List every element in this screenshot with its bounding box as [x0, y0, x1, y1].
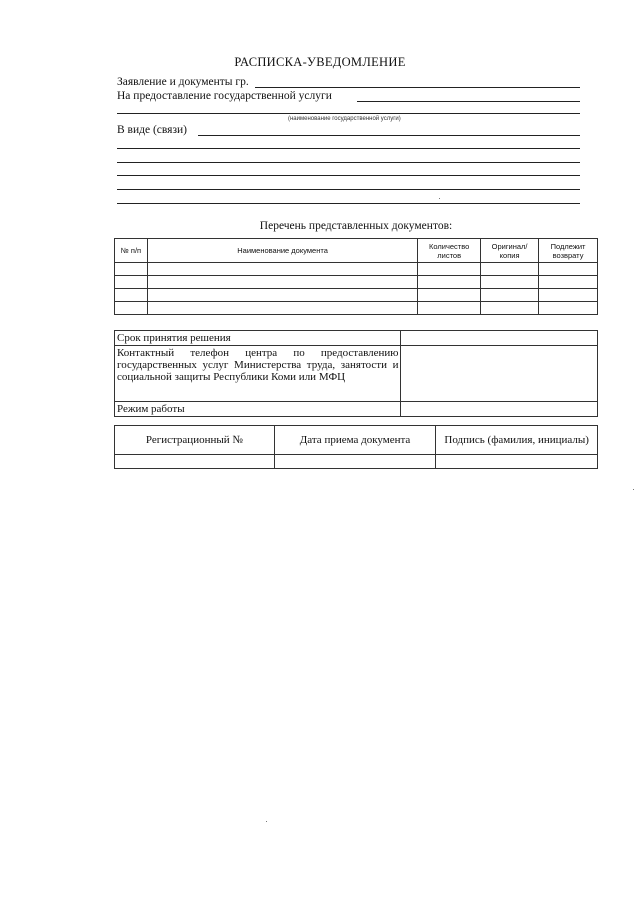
table-row [115, 263, 598, 276]
reg-number-cell[interactable] [115, 455, 275, 469]
applicant-field[interactable] [255, 87, 580, 88]
table-row [115, 331, 598, 346]
decision-term-value[interactable] [401, 331, 598, 346]
table-row [115, 302, 598, 315]
table-row [115, 346, 598, 402]
service-label: На предоставление государственной услуги [117, 90, 332, 102]
scan-speck [439, 198, 440, 199]
page-title: РАСПИСКА-УВЕДОМЛЕНИЕ [234, 55, 406, 69]
service-field[interactable] [357, 101, 580, 102]
table-row [115, 289, 598, 302]
contact-field-line-4[interactable] [117, 175, 580, 176]
scan-speck [633, 489, 634, 490]
contact-field-line-3[interactable] [117, 162, 580, 163]
contact-field-line-5[interactable] [117, 189, 580, 190]
contact-phone-label: Контактный телефон центра по предоставлению государственных услуг Министерства труда, занятости и социальной защиты Республики Коми или МФЦ [115, 346, 401, 402]
contact-field[interactable] [198, 135, 580, 136]
work-hours-label: Режим работы [115, 402, 401, 417]
col-sheet-count: Количество листов [418, 239, 481, 263]
signature-cell[interactable] [436, 455, 598, 469]
documents-table [114, 238, 598, 315]
scan-speck [266, 821, 267, 822]
table-row [115, 455, 598, 469]
documents-heading: Перечень представленных документов: [259, 220, 453, 232]
col-signature: Подпись (фамилия, инициалы) [436, 426, 598, 455]
col-returnable: Подлежит возврату [539, 239, 598, 263]
col-number: № п/п [115, 239, 148, 263]
registration-header-row [115, 426, 598, 455]
documents-header-row [115, 239, 598, 263]
service-field-line-2[interactable] [117, 113, 580, 114]
table-row [115, 402, 598, 417]
applicant-label: Заявление и документы гр. [117, 76, 249, 88]
table-row [115, 276, 598, 289]
decision-term-label: Срок принятия решения [115, 331, 401, 346]
col-doc-name: Наименование документа [147, 239, 417, 263]
contact-label: В виде (связи) [117, 124, 187, 136]
contact-field-line-6[interactable] [117, 203, 580, 204]
receipt-date-cell[interactable] [274, 455, 436, 469]
col-reg-number: Регистрационный № [115, 426, 275, 455]
info-table [114, 330, 598, 417]
work-hours-value[interactable] [401, 402, 598, 417]
contact-phone-value[interactable] [401, 346, 598, 402]
col-original-copy: Оригинал/ копия [481, 239, 539, 263]
col-receipt-date: Дата приема документа [274, 426, 436, 455]
registration-table [114, 425, 598, 469]
contact-field-line-2[interactable] [117, 148, 580, 149]
service-caption: (наименование государственной услуги) [288, 116, 401, 122]
